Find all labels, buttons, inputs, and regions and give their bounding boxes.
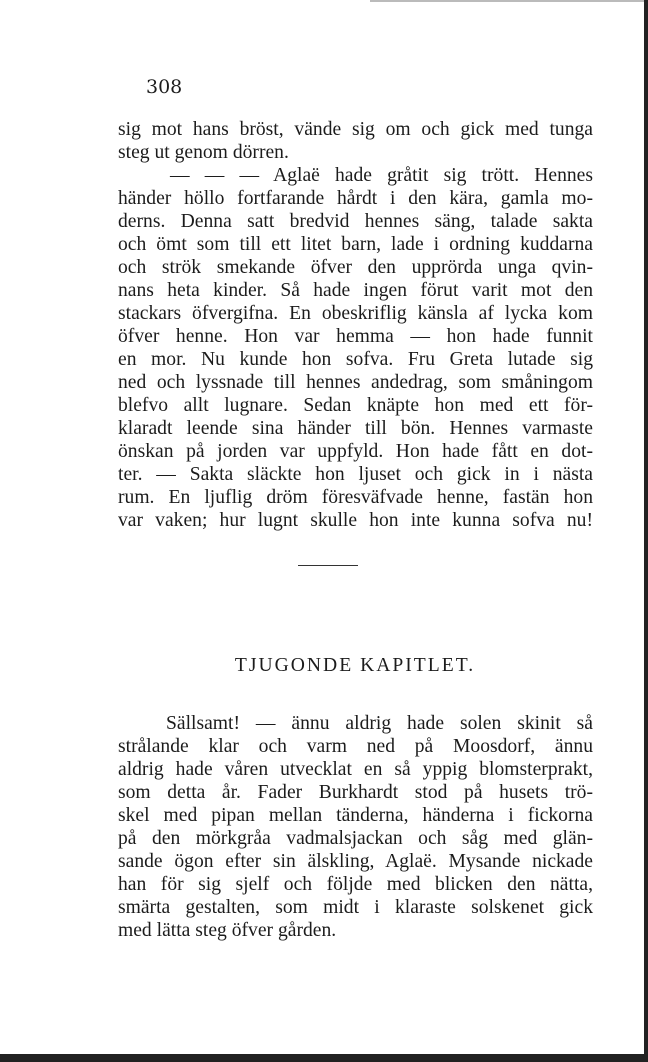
text-line: som detta år. Fader Burkhardt stod på husets trö- bbox=[118, 782, 593, 803]
text-line: med lätta steg öfver gården. bbox=[118, 920, 337, 941]
text-line: nans heta kinder. Så hade ingen förut varit mot den bbox=[118, 280, 593, 301]
section-separator bbox=[298, 565, 358, 566]
text-line: stackars öfvergifna. En obeskriflig känsla af lycka kom bbox=[118, 303, 593, 324]
scan-edge-top bbox=[370, 0, 648, 2]
text-line: önskan på jorden var uppfyld. Hon hade fått en dot- bbox=[118, 441, 593, 462]
text-block-top bbox=[118, 118, 593, 532]
text-line: klaradt leende sina händer till bön. Hennes varmaste bbox=[118, 418, 593, 439]
text-line: — — — Aglaë hade gråtit sig trött. Hennes bbox=[170, 165, 593, 186]
text-line: blefvo allt lugnare. Sedan knäpte hon med ett för- bbox=[118, 395, 593, 416]
text-line: rum. En ljuflig dröm föresväfvade henne, fastän hon bbox=[118, 487, 593, 508]
text-line: var vaken; hur lugnt skulle hon inte kunna sofva nu! bbox=[118, 510, 593, 531]
scan-edge-bottom bbox=[0, 1054, 648, 1062]
text-line: öfver henne. Hon var hemma — hon hade funnit bbox=[118, 326, 593, 347]
chapter-title: TJUGONDE KAPITLET. bbox=[234, 655, 476, 676]
text-line: Sällsamt! — ännu aldrig hade solen skinit så bbox=[166, 713, 593, 734]
text-line: skel med pipan mellan tänderna, händerna i fickorna bbox=[118, 805, 593, 826]
text-line: han för sig sjelf och följde med blicken den nätta, bbox=[118, 874, 593, 895]
text-line: aldrig hade våren utvecklat en så yppig blomsterprakt, bbox=[118, 759, 593, 780]
text-line: steg ut genom dörren. bbox=[118, 142, 289, 163]
text-line: ter. — Sakta släckte hon ljuset och gick in i nästa bbox=[118, 464, 593, 485]
text-line: händer höllo fortfarande hårdt i den kära, gamla mo- bbox=[118, 188, 593, 209]
text-line: derns. Denna satt bredvid hennes säng, talade sakta bbox=[118, 211, 593, 232]
scan-edge-right bbox=[644, 0, 648, 1062]
text-line: strålande klar och varm ned på Moosdorf, ännu bbox=[118, 736, 593, 757]
page-number: 308 bbox=[146, 76, 183, 98]
text-block-chapter bbox=[118, 712, 593, 942]
text-line: en mor. Nu kunde hon sofva. Fru Greta lutade sig bbox=[118, 349, 593, 370]
text-line: sande ögon efter sin älskling, Aglaë. Mysande nickade bbox=[118, 851, 593, 872]
text-line: och ömt som till ett litet barn, lade i ordning kuddarna bbox=[118, 234, 593, 255]
text-line: ned och lyssnade till hennes andedrag, som småningom bbox=[118, 372, 593, 393]
text-line: sig mot hans bröst, vände sig om och gick med tunga bbox=[118, 119, 593, 140]
text-line: på den mörkgråa vadmalsjackan och såg med glän- bbox=[118, 828, 593, 849]
text-line: och strök smekande öfver den upprörda unga qvin- bbox=[118, 257, 593, 278]
text-line: smärta gestalten, som midt i klaraste solskenet gick bbox=[118, 897, 593, 918]
